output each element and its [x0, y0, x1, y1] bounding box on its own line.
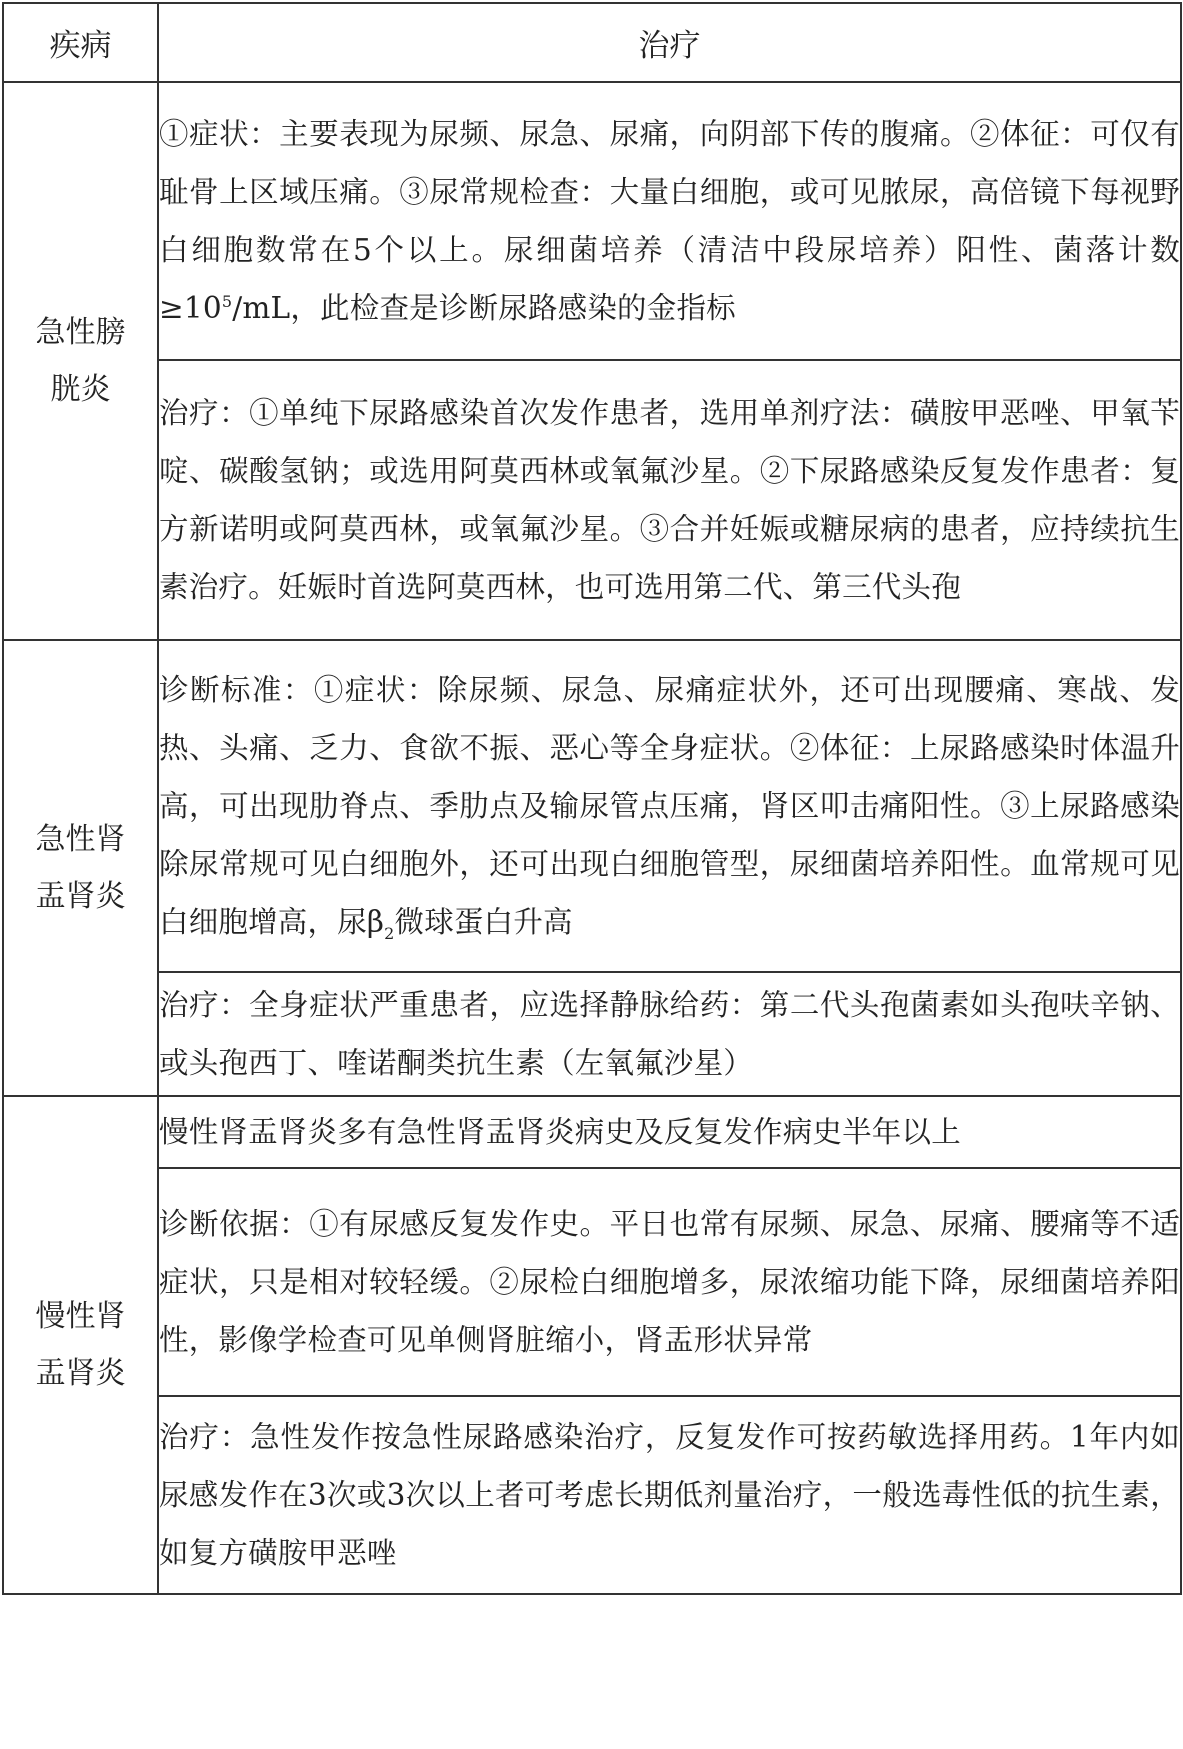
treatment-cell: 治疗：急性发作按急性尿路感染治疗，反复发作可按药敏选择用药。1年内如尿感发作在3次或3次以上者可考虑长期低剂量治疗，一般选毒性低的抗生素，如复方磺胺甲恶唑	[158, 1396, 1181, 1594]
disease-name-line: 盂肾炎	[35, 1356, 126, 1391]
header-disease: 疾病	[3, 3, 158, 82]
table-header-row	[3, 3, 1181, 82]
cell-text: 诊断标准：①症状：除尿频、尿急、尿痛症状外，还可出现腰痛、寒战、发热、头痛、乏力、食欲不振、恶心等全身症状。②体征：上尿路感染时体温升高，可出现肋脊点、季肋点及输尿管点压痛，肾区叩击痛阳性。③上尿路感染除尿常规可见白细胞外，还可出现白细胞管型，尿细菌培养阳性。血常规可见白细胞增高，尿β	[159, 673, 1180, 939]
disease-name-line: 盂肾炎	[35, 879, 126, 914]
disease-name-line: 胱炎	[50, 372, 111, 407]
table-row	[3, 360, 1181, 640]
table-row	[3, 972, 1181, 1096]
table-row	[3, 1096, 1181, 1168]
table-row	[3, 1168, 1181, 1396]
treatment-cell: 治疗：①单纯下尿路感染首次发作患者，选用单剂疗法：磺胺甲恶唑、甲氧苄啶、碳酸氢钠；或选用阿莫西林或氧氟沙星。②下尿路感染反复发作患者：复方新诺明或阿莫西林，或氧氟沙星。③合并妊娠或糖尿病的患者，应持续抗生素治疗。妊娠时首选阿莫西林，也可选用第二代、第三代头孢	[158, 360, 1181, 640]
superscript: 5	[221, 292, 233, 312]
diagnosis-cell: 诊断依据：①有尿感反复发作史。平日也常有尿频、尿急、尿痛、腰痛等不适症状，只是相对较轻缓。②尿检白细胞增多，尿浓缩功能下降，尿细菌培养阳性，影像学检查可见单侧肾脏缩小，肾盂形状异常	[158, 1168, 1181, 1396]
disease-cell-acute-pyelonephritis	[3, 640, 158, 1096]
history-cell: 慢性肾盂肾炎多有急性肾盂肾炎病史及反复发作病史半年以上	[158, 1096, 1181, 1168]
symptom-cell	[158, 82, 1181, 360]
header-treatment: 治疗	[158, 3, 1181, 82]
table-row	[3, 82, 1181, 360]
subscript: 2	[384, 923, 395, 943]
disease-name-line: 慢性肾	[35, 1299, 126, 1334]
cell-text: ①症状：主要表现为尿频、尿急、尿痛，向阴部下传的腹痛。②体征：可仅有耻骨上区域压痛。③尿常规检查：大量白细胞，或可见脓尿，高倍镜下每视野白细胞数常在5个以上。尿细菌培养（清洁中段尿培养）阳性、菌落计数≥10	[159, 117, 1180, 325]
diagnosis-cell	[158, 640, 1181, 972]
cell-text: /mL，此检查是诊断尿路感染的金指标	[232, 291, 736, 325]
cell-text: 微球蛋白升高	[394, 905, 573, 939]
disease-cell-chronic-pyelonephritis	[3, 1096, 158, 1594]
disease-name-line: 急性膀	[35, 315, 126, 350]
treatment-table	[2, 2, 1182, 1595]
table-row	[3, 1396, 1181, 1594]
disease-cell-acute-cystitis	[3, 82, 158, 640]
disease-name-line: 急性肾	[35, 822, 126, 857]
table-row	[3, 640, 1181, 972]
treatment-cell: 治疗：全身症状严重患者，应选择静脉给药：第二代头孢菌素如头孢呋辛钠、或头孢西丁、喹诺酮类抗生素（左氧氟沙星）	[158, 972, 1181, 1096]
